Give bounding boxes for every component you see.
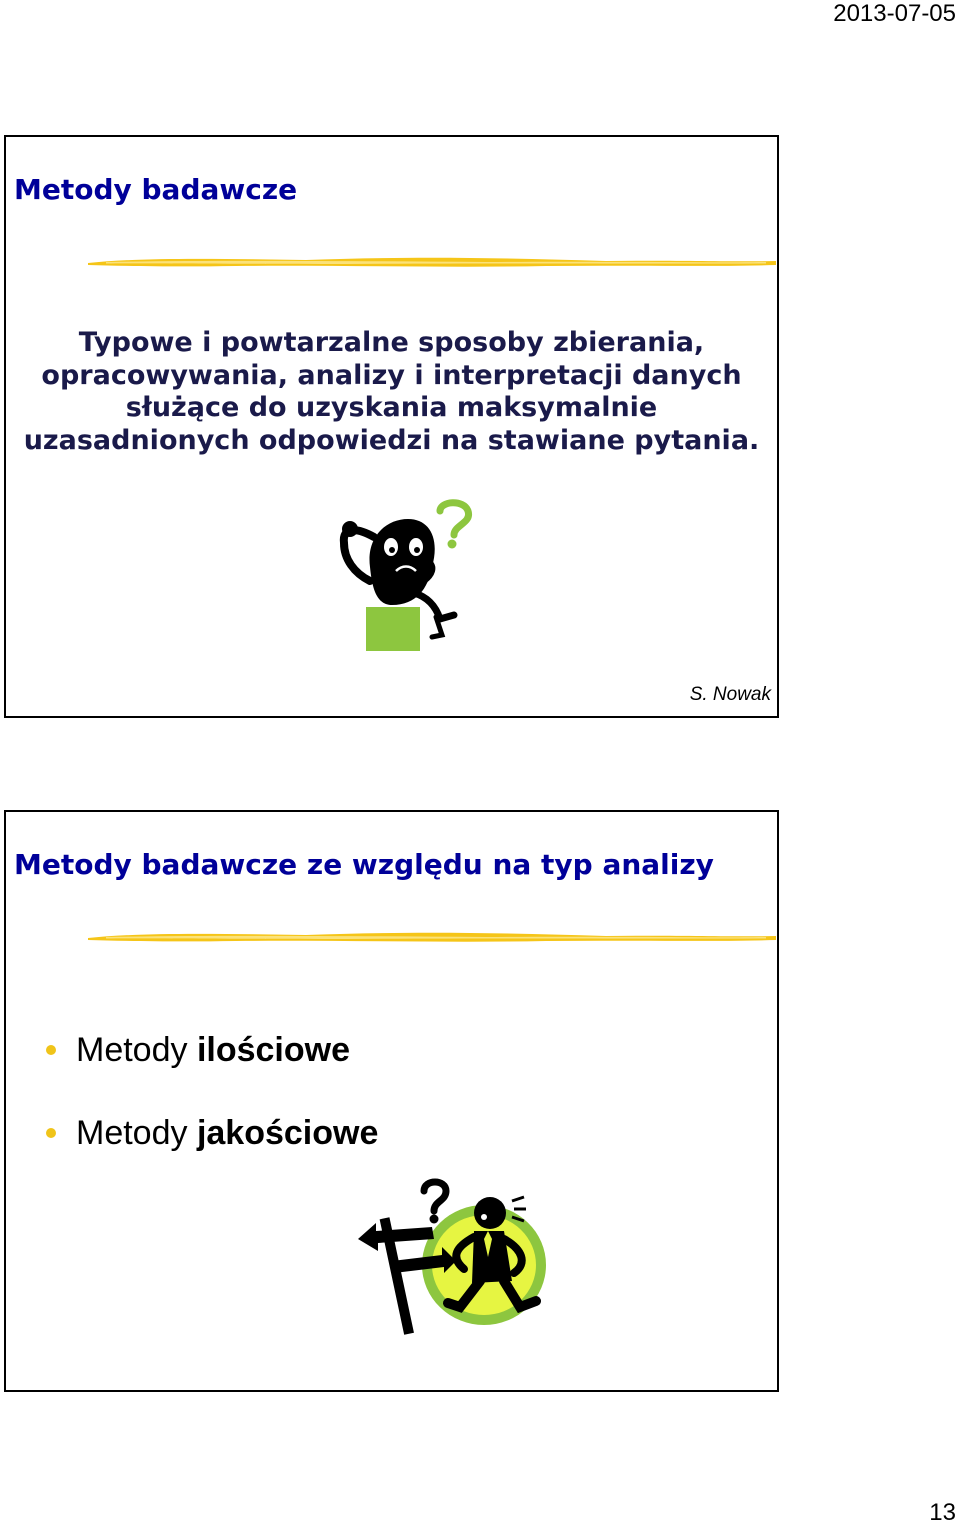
question-mark-icon xyxy=(424,1182,446,1211)
definition-text xyxy=(6,327,777,457)
bullet-emphasis: ilościowe xyxy=(196,1031,351,1069)
slide-title: Metody badawcze xyxy=(14,173,298,206)
definition-line: opracowywania, analizy i interpretacji danych xyxy=(41,359,742,391)
bullet-prefix: Metody xyxy=(76,1114,197,1152)
header-date: 2013-07-05 xyxy=(833,0,956,27)
title-underline-stroke xyxy=(86,926,778,948)
methods-list xyxy=(46,1030,378,1196)
question-mark-icon xyxy=(440,503,469,535)
page-number: 13 xyxy=(929,1499,956,1526)
bullet-dot xyxy=(46,1128,56,1138)
list-item-quantitative xyxy=(46,1030,378,1070)
bullet-emphasis: jakościowe xyxy=(196,1114,379,1152)
author-credit: S. Nowak xyxy=(689,684,771,705)
list-item-qualitative xyxy=(46,1113,378,1153)
slide-analysis-types xyxy=(4,810,779,1392)
slide-title: Metody badawcze ze względu na typ analizy xyxy=(14,848,714,881)
bullet-prefix: Metody xyxy=(76,1031,197,1069)
thinking-person-clipart xyxy=(336,497,476,657)
signpost-arrow-left xyxy=(358,1223,434,1251)
bullet-dot xyxy=(46,1045,56,1055)
slide-methods-definition xyxy=(4,135,779,718)
definition-line: uzasadnionych odpowiedzi na stawiane pytania. xyxy=(23,424,760,456)
title-underline-stroke xyxy=(86,251,778,273)
definition-line: służące do uzyskania maksymalnie xyxy=(125,392,658,423)
definition-line: Typowe i powtarzalne sposoby zbierania, xyxy=(78,327,705,358)
confused-man-signpost-clipart xyxy=(352,1177,552,1337)
green-block xyxy=(366,607,420,651)
